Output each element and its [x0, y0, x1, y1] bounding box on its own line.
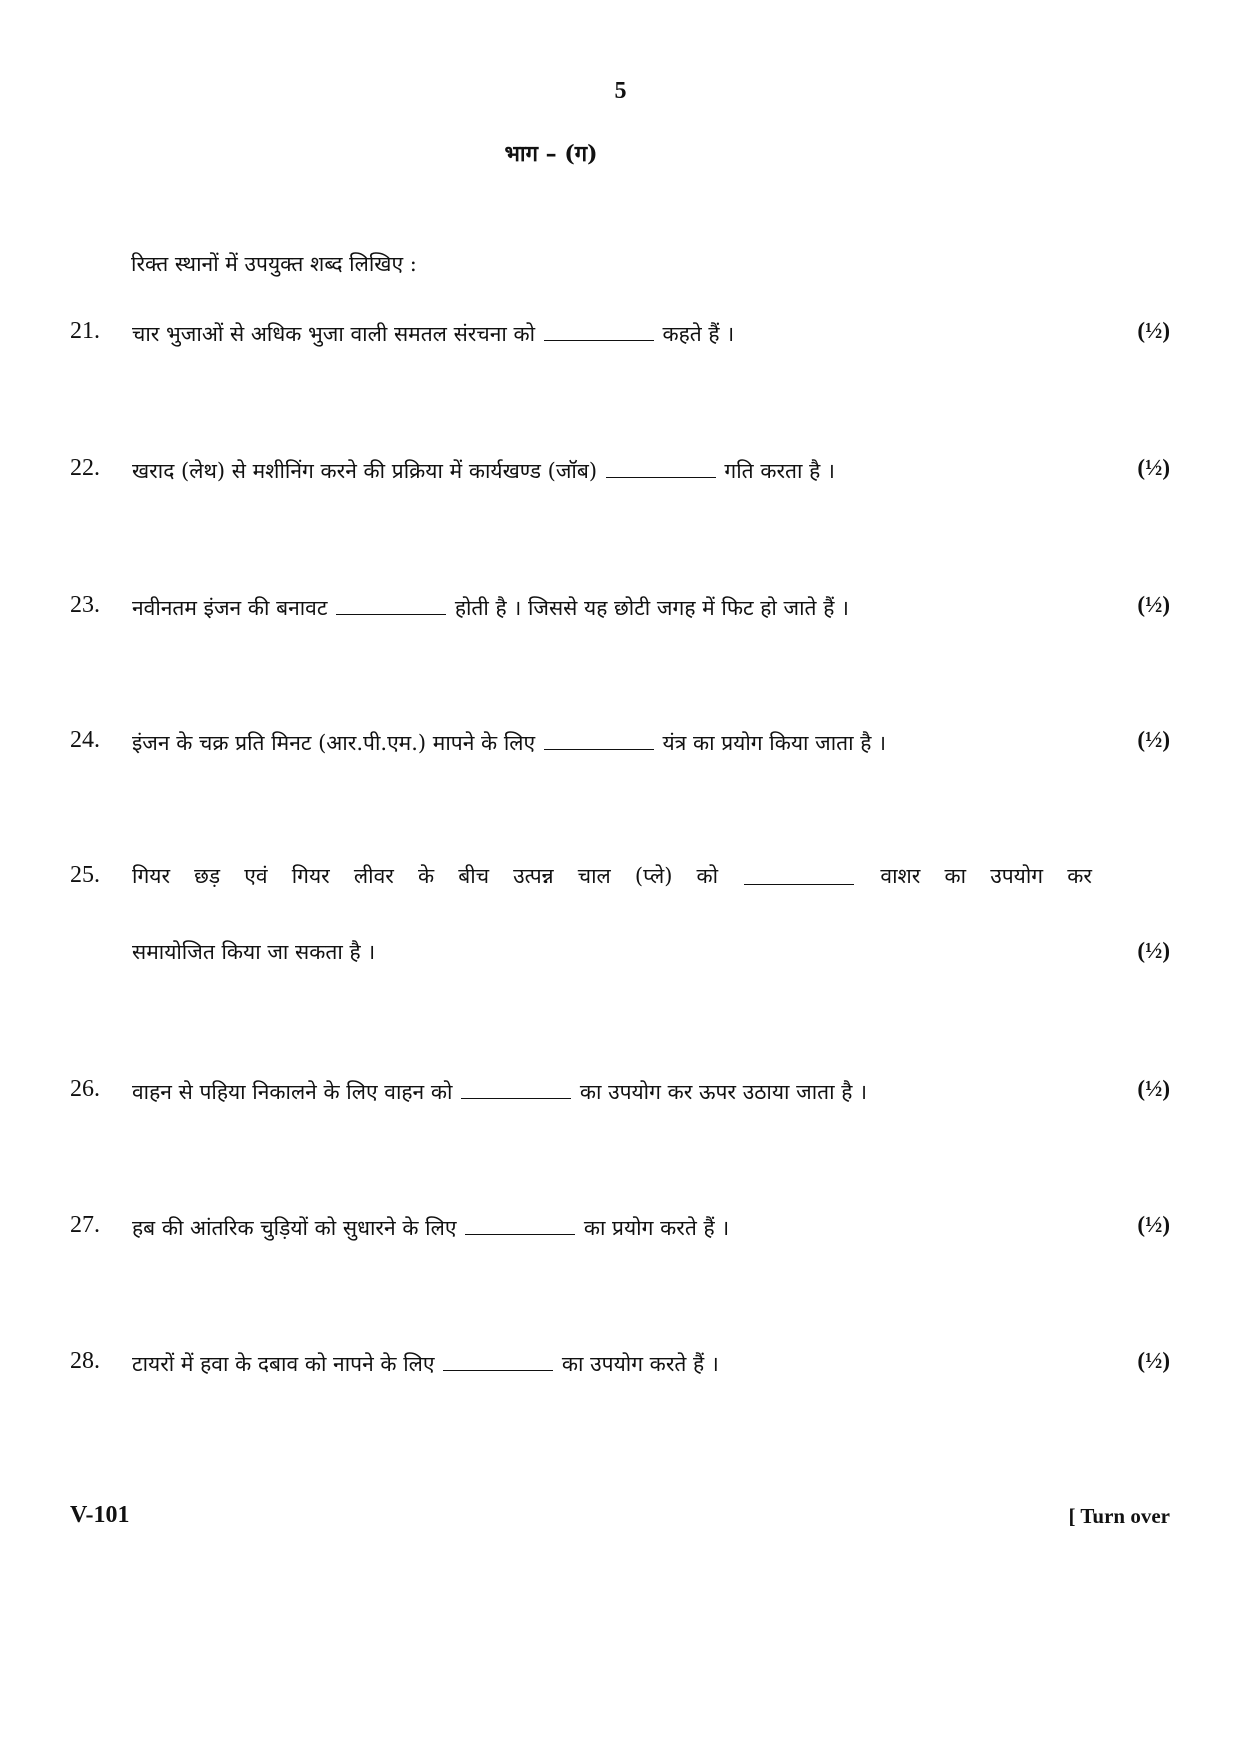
question-text-before: खराद (लेथ) से मशीनिंग करने की प्रक्रिया में कार्यखण्ड (जॉब) — [132, 459, 598, 483]
question-text — [132, 455, 835, 485]
section-title: भाग – (ग) — [504, 141, 598, 167]
question-marks: (½) — [1137, 1076, 1170, 1101]
question-text-after: का प्रयोग करते हैं । — [583, 1216, 730, 1240]
question-marks: (½) — [1137, 592, 1170, 617]
question-text — [132, 592, 849, 622]
question-marks: (½) — [1137, 1348, 1170, 1373]
answer-blank — [461, 1076, 571, 1099]
question-word: गियर — [291, 864, 330, 888]
question-text-after: का उपयोग करते हैं । — [561, 1352, 719, 1376]
question-word: एवं — [244, 864, 268, 888]
question-word: उत्पन्न — [513, 864, 554, 888]
question-marks: (½) — [1137, 1212, 1170, 1237]
answer-blank — [544, 318, 654, 341]
question-text-after: होती है । जिससे यह छोटी जगह में फिट हो जाते हैं । — [454, 596, 849, 620]
question-text-before: नवीनतम इंजन की बनावट — [132, 596, 328, 620]
turn-over-note: [ Turn over — [1068, 1504, 1170, 1528]
question-number: 27. — [70, 1212, 100, 1238]
question-text — [132, 727, 886, 757]
question-marks: (½) — [1137, 938, 1170, 963]
answer-blank — [465, 1212, 575, 1235]
answer-blank — [606, 455, 716, 478]
question-marks: (½) — [1137, 318, 1170, 343]
question-word: कर — [1067, 864, 1092, 888]
question-text-after: कहते हैं । — [662, 322, 735, 346]
question-word: के — [417, 864, 435, 888]
question-word: बीच — [458, 864, 490, 888]
answer-blank — [336, 592, 446, 615]
question-word: को — [696, 864, 719, 888]
question-number: 23. — [70, 592, 100, 618]
question-text-before: टायरों में हवा के दबाव को नापने के लिए — [132, 1352, 435, 1376]
answer-blank — [443, 1348, 553, 1371]
question-marks: (½) — [1137, 727, 1170, 752]
question-text — [132, 1212, 729, 1242]
question-text-after: गति करता है । — [724, 459, 835, 483]
paper-code: V-101 — [70, 1502, 130, 1528]
page-number: 5 — [614, 78, 627, 104]
question-text-before: चार भुजाओं से अधिक भुजा वाली समतल संरचना को — [132, 322, 536, 346]
question-number: 28. — [70, 1348, 100, 1374]
question-text-line-2: समायोजित किया जा सकता है । — [132, 940, 376, 964]
question-word: गियर — [132, 864, 171, 888]
question-text — [132, 1076, 867, 1106]
question-word: (प्ले) — [634, 864, 673, 888]
question-number: 26. — [70, 1076, 100, 1102]
question-word: चाल — [577, 864, 611, 888]
question-word: छड़ — [194, 864, 221, 888]
question-word: उपयोग — [990, 864, 1044, 888]
question-text-before: हब की आंतरिक चुड़ियों को सुधारने के लिए — [132, 1216, 457, 1240]
question-text — [132, 318, 734, 348]
question-text-before: इंजन के चक्र प्रति मिनट (आर.पी.एम.) मापने के लिए — [132, 731, 536, 755]
question-text — [132, 1348, 719, 1378]
question-number: 21. — [70, 318, 100, 344]
instruction-text: रिक्त स्थानों में उपयुक्त शब्द लिखिए : — [131, 252, 417, 276]
answer-blank — [744, 862, 854, 885]
question-text-line-1 — [132, 862, 1092, 890]
question-word: का — [944, 864, 967, 888]
question-number: 25. — [70, 862, 100, 888]
question-word: लीवर — [353, 864, 394, 888]
answer-blank — [544, 727, 654, 750]
question-number: 22. — [70, 455, 100, 481]
question-number: 24. — [70, 727, 100, 753]
question-marks: (½) — [1137, 455, 1170, 480]
question-text-after: यंत्र का प्रयोग किया जाता है । — [662, 731, 887, 755]
question-word: वाशर — [880, 864, 921, 888]
question-text-after: का उपयोग कर ऊपर उठाया जाता है । — [579, 1080, 868, 1104]
question-text-before: वाहन से पहिया निकालने के लिए वाहन को — [132, 1080, 453, 1104]
